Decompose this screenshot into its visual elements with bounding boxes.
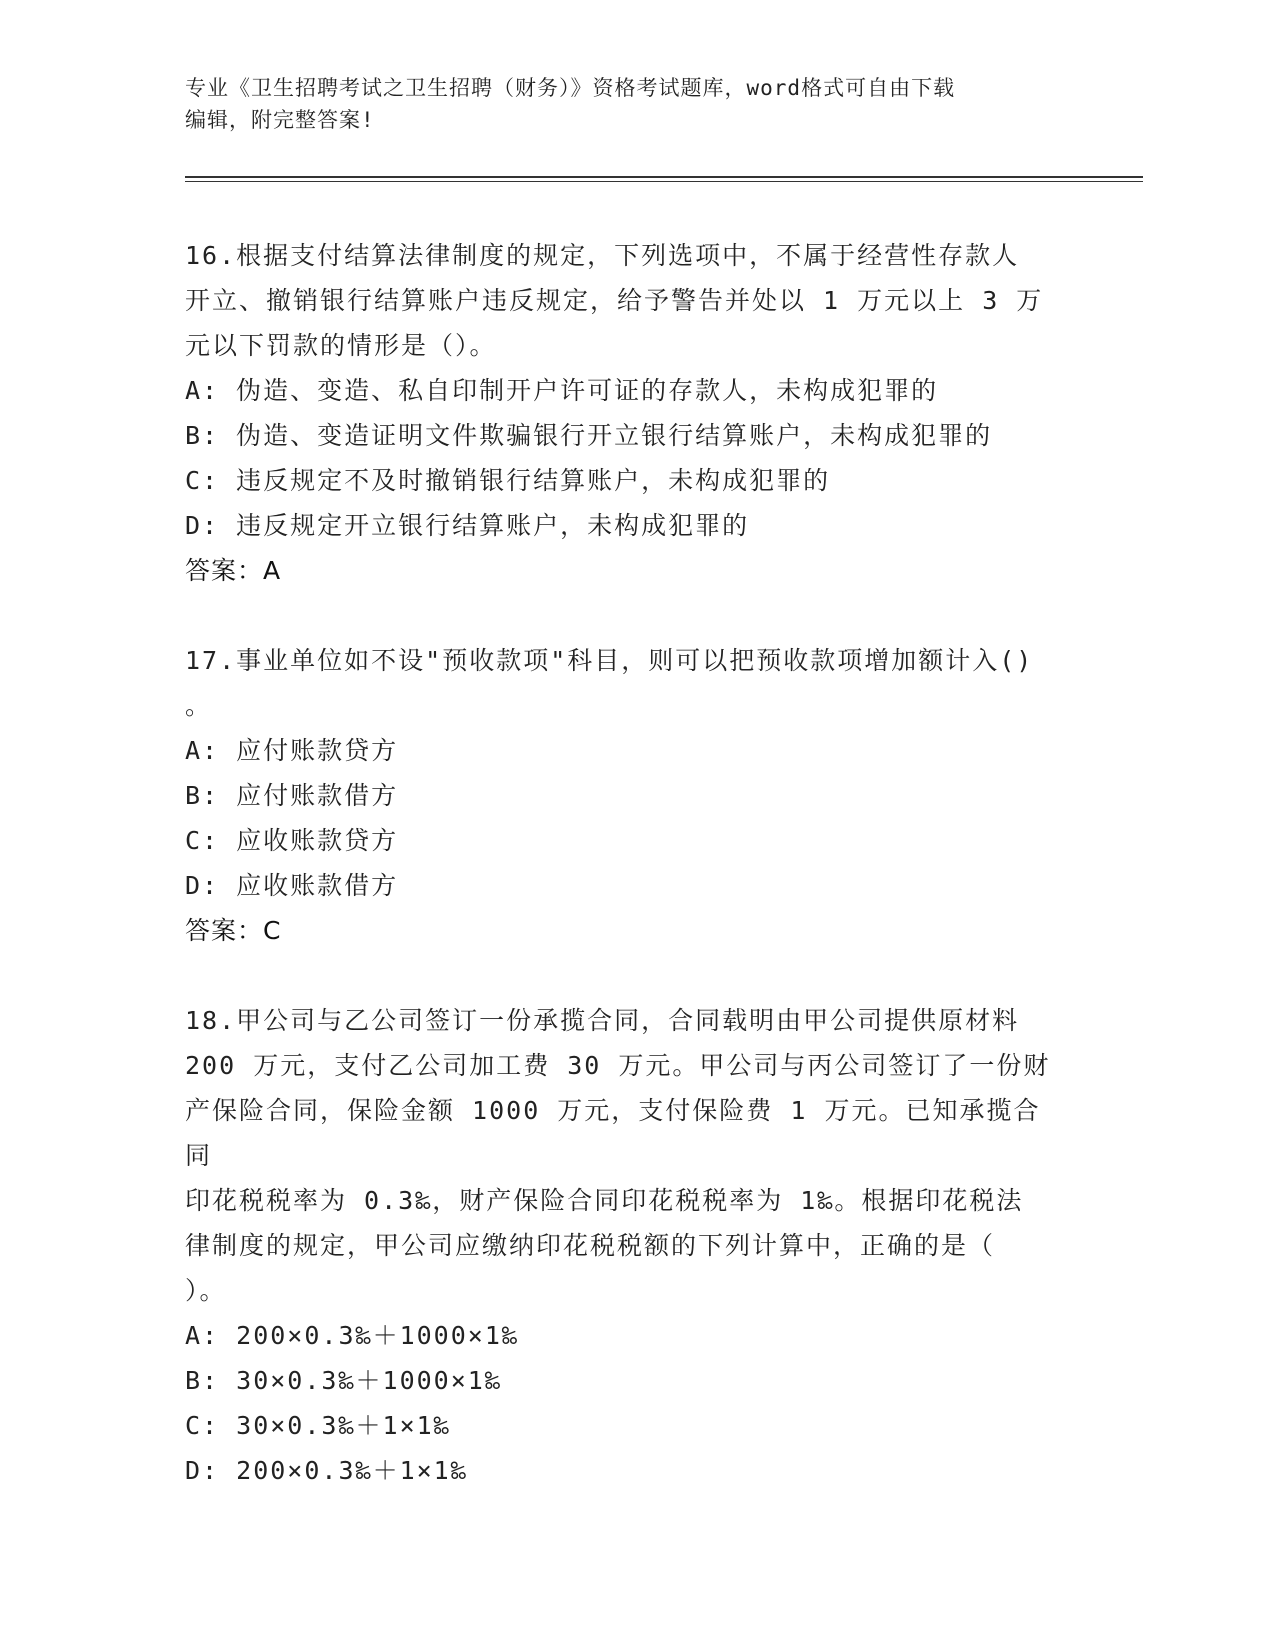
question-stem-line: 16.根据支付结算法律制度的规定，下列选项中，不属于经营性存款人 (185, 241, 1020, 270)
question-list (185, 233, 1065, 1493)
question-stem-line: 印花税税率为 0.3‰，财产保险合同印花税税率为 1‰。根据印花税法 (185, 1186, 1024, 1215)
question-stem-line: 开立、撤销银行结算账户违反规定，给予警告并处以 1 万元以上 3 万 (185, 286, 1044, 315)
header-line-2: 编辑，附完整答案! (185, 108, 375, 132)
answer-option: A: 应付账款贷方 (185, 736, 399, 765)
question-block (185, 638, 1065, 953)
question-spacer (185, 593, 1065, 638)
question-stem-line: ）。 (185, 1276, 227, 1305)
header-line-1: 专业《卫生招聘考试之卫生招聘（财务）》资格考试题库，word格式可自由下载 (185, 76, 956, 100)
answer-option: B: 伪造、变造证明文件欺骗银行开立银行结算账户，未构成犯罪的 (185, 421, 993, 450)
answer-option: D: 200×0.3‰＋1×1‰ (185, 1456, 468, 1485)
question-stem-line: 18.甲公司与乙公司签订一份承揽合同，合同载明由甲公司提供原材料 (185, 1006, 1020, 1035)
question-block (185, 233, 1065, 593)
header-divider-thin (185, 181, 1143, 182)
answer-key: 答案：A (185, 556, 282, 585)
answer-option: D: 违反规定开立银行结算账户，未构成犯罪的 (185, 511, 750, 540)
question-stem-line: 200 万元，支付乙公司加工费 30 万元。甲公司与丙公司签订了一份财 (185, 1051, 1051, 1080)
answer-option: C: 违反规定不及时撤销银行结算账户，未构成犯罪的 (185, 466, 831, 495)
question-stem-line: 产保险合同，保险金额 1000 万元，支付保险费 1 万元。已知承揽合同 (185, 1096, 1041, 1170)
answer-option: A: 200×0.3‰＋1000×1‰ (185, 1321, 519, 1350)
document-header (185, 72, 1085, 136)
answer-option: B: 30×0.3‰＋1000×1‰ (185, 1366, 502, 1395)
answer-option: D: 应收账款借方 (185, 871, 399, 900)
answer-option: C: 30×0.3‰＋1×1‰ (185, 1411, 451, 1440)
question-stem-line: 17.事业单位如不设"预收款项"科目，则可以把预收款项增加额计入() (185, 646, 1034, 675)
answer-option: C: 应收账款贷方 (185, 826, 399, 855)
answer-option: A: 伪造、变造、私自印制开户许可证的存款人，未构成犯罪的 (185, 376, 939, 405)
question-stem-line: 律制度的规定，甲公司应缴纳印花税税额的下列计算中，正确的是（ (185, 1231, 996, 1260)
question-spacer (185, 953, 1065, 998)
answer-key: 答案：C (185, 916, 282, 945)
question-block (185, 998, 1065, 1493)
question-stem-line: 。 (185, 691, 213, 720)
question-stem-line: 元以下罚款的情形是（）。 (185, 331, 497, 360)
header-divider-thick (185, 176, 1143, 178)
answer-option: B: 应付账款借方 (185, 781, 399, 810)
